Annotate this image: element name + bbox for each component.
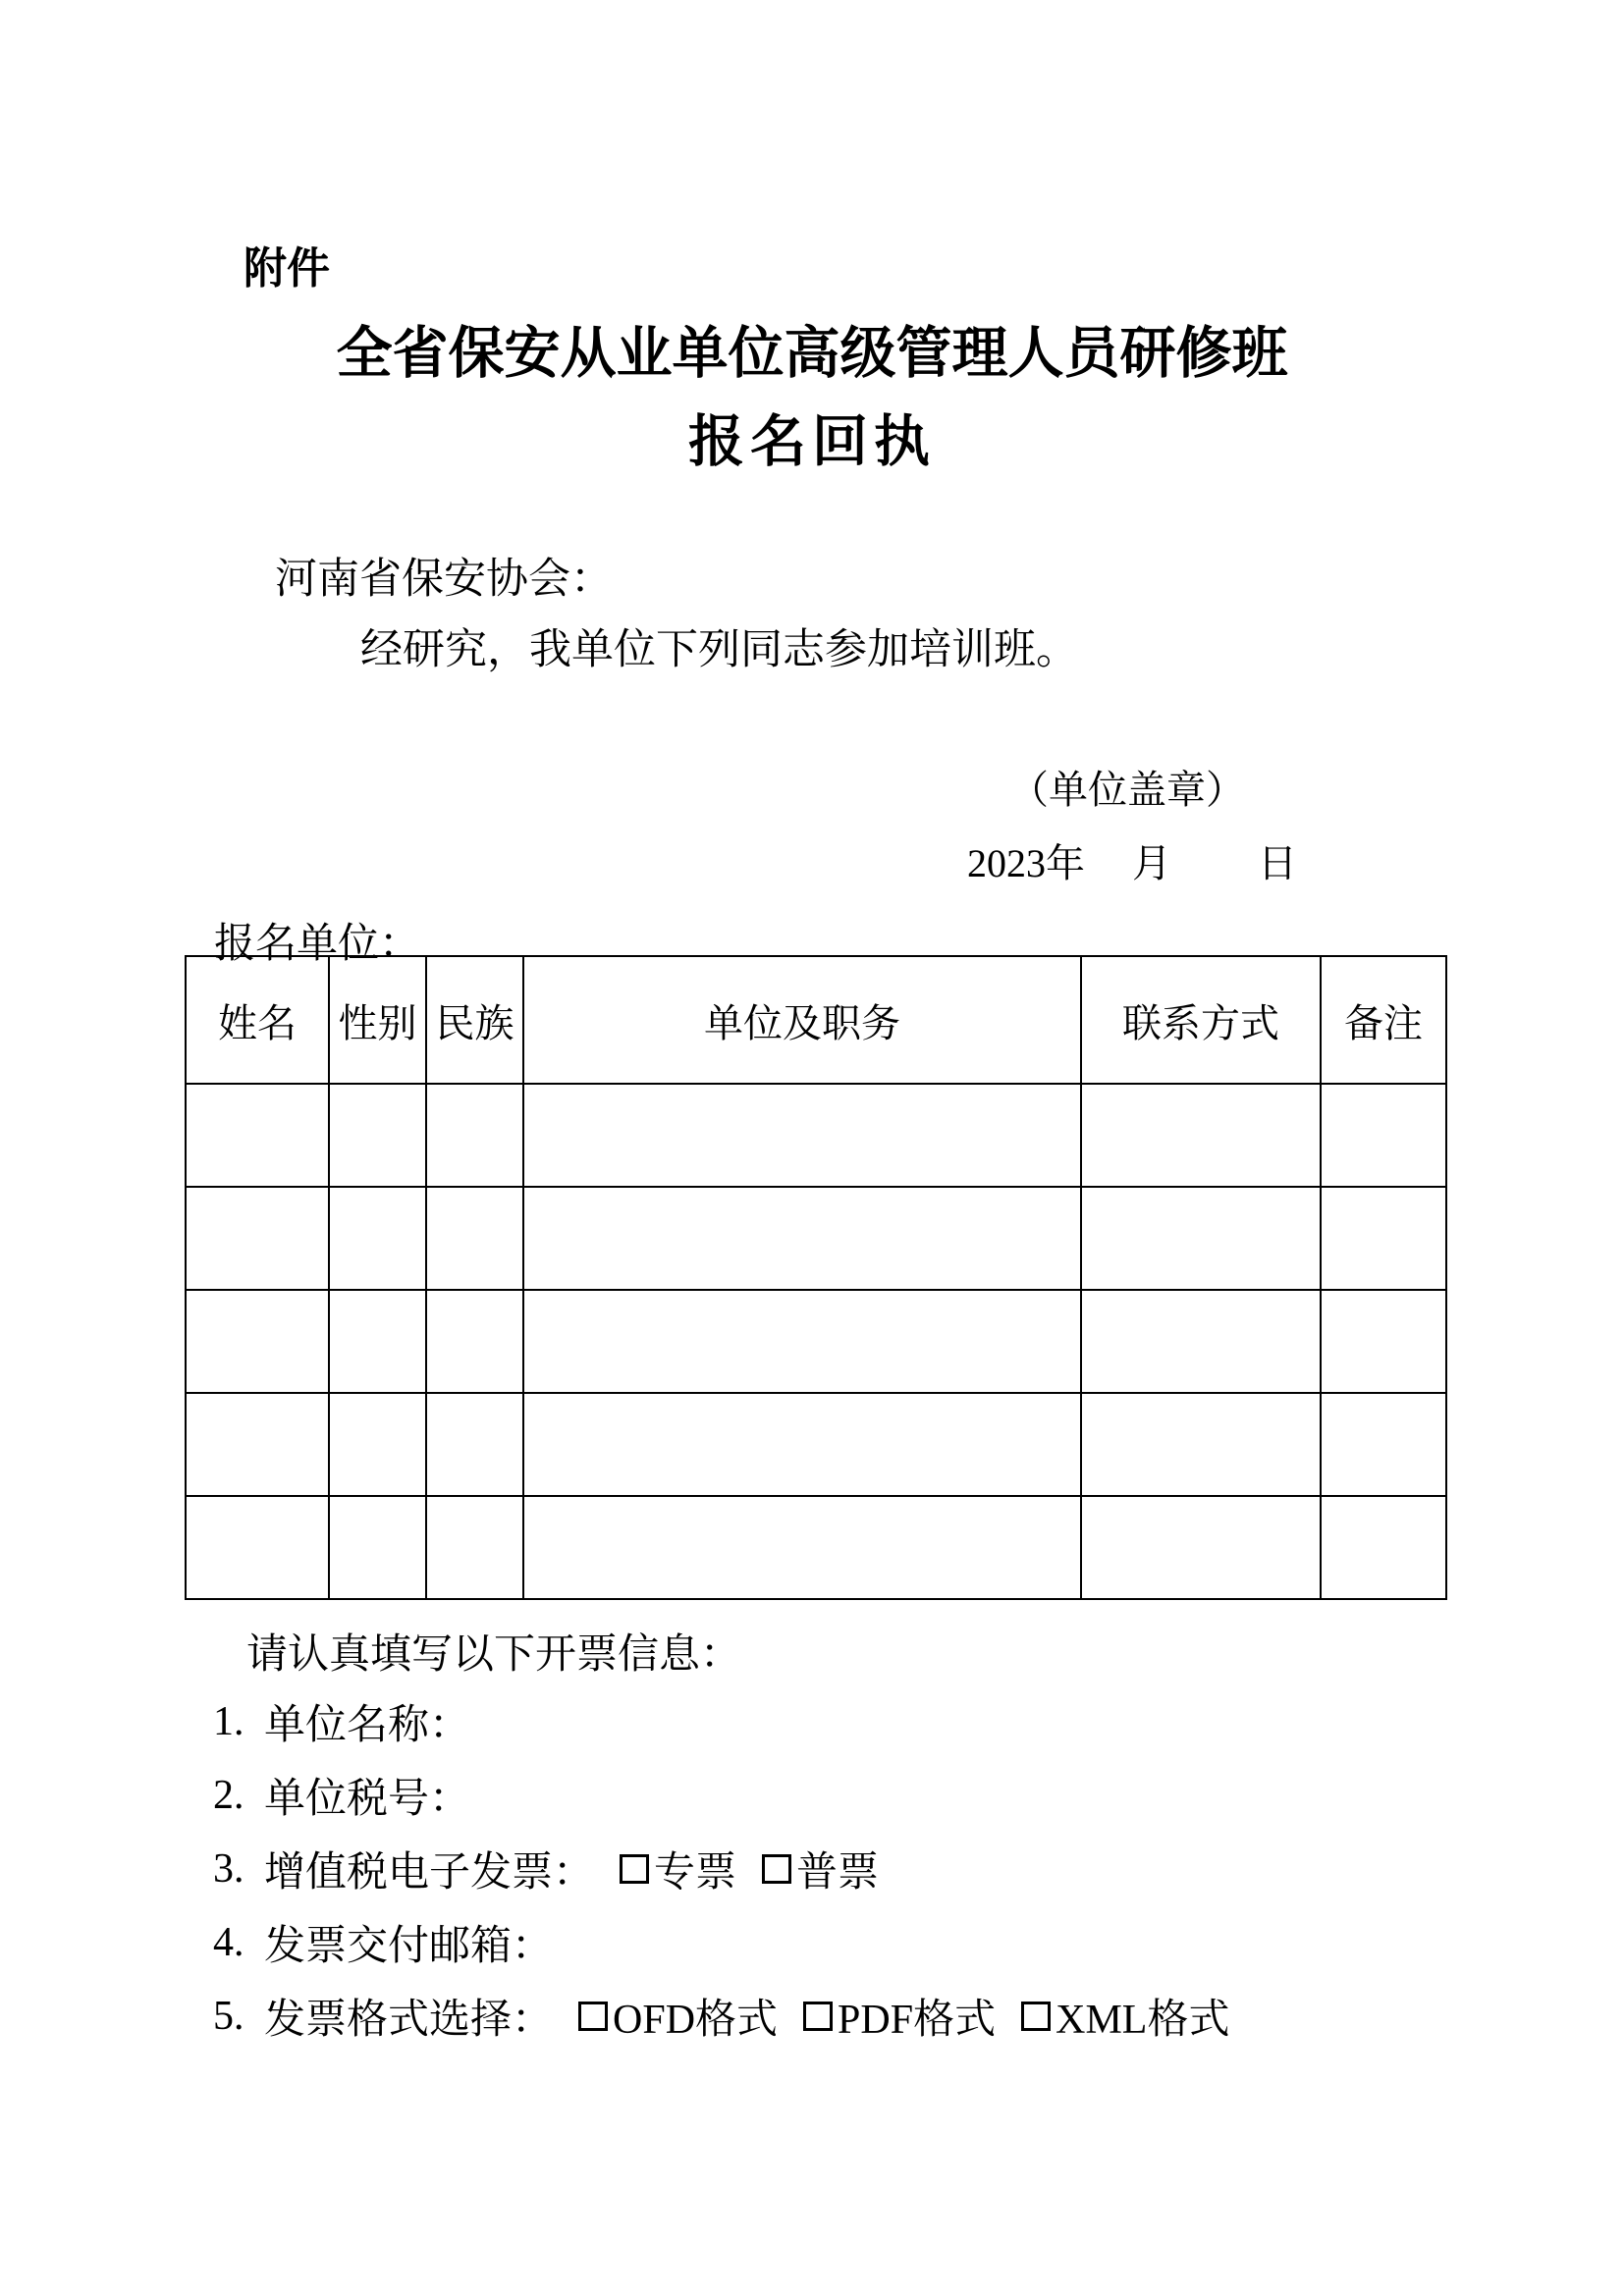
- empty-cell[interactable]: [186, 1290, 329, 1393]
- seal-note: （单位盖章）: [1009, 768, 1245, 812]
- empty-cell[interactable]: [426, 1187, 523, 1290]
- checkbox-label: OFD格式: [613, 1997, 779, 2043]
- checkbox-icon[interactable]: [578, 2002, 608, 2031]
- column-header-1: 姓名: [186, 956, 329, 1084]
- table-row: [186, 1084, 1446, 1187]
- empty-cell[interactable]: [1321, 1084, 1446, 1187]
- invoice-intro: 请认真填写以下开票信息：: [246, 1632, 742, 1678]
- checkbox-option-专票[interactable]: [620, 1840, 736, 1898]
- empty-cell[interactable]: [329, 1393, 426, 1496]
- empty-cell[interactable]: [1321, 1187, 1446, 1290]
- date-day: 日: [1258, 841, 1297, 885]
- invoice-item-5: [213, 1979, 1229, 2053]
- empty-cell[interactable]: [523, 1393, 1081, 1496]
- checkbox-icon[interactable]: [620, 1854, 649, 1884]
- empty-cell[interactable]: [1081, 1187, 1321, 1290]
- checkbox-option-普票[interactable]: [762, 1840, 879, 1898]
- item-label: 单位名称：: [264, 1702, 471, 1748]
- checkbox-option-OFD格式[interactable]: [578, 1987, 778, 2046]
- empty-cell[interactable]: [523, 1084, 1081, 1187]
- empty-cell[interactable]: [523, 1290, 1081, 1393]
- table-row: [186, 1187, 1446, 1290]
- table-header-row: [186, 956, 1446, 1084]
- empty-cell[interactable]: [1081, 1084, 1321, 1187]
- document-title-line1: 全省保安从业单位高级管理人员研修班: [336, 323, 1288, 385]
- empty-cell[interactable]: [1321, 1290, 1446, 1393]
- date-year: 2023年: [967, 841, 1085, 885]
- checkbox-option-XML格式[interactable]: [1021, 1987, 1229, 2046]
- column-header-2: 性别: [329, 956, 426, 1084]
- registration-table: [185, 955, 1447, 1600]
- empty-cell[interactable]: [1081, 1496, 1321, 1599]
- date-line: [967, 832, 1297, 888]
- empty-cell[interactable]: [426, 1290, 523, 1393]
- checkbox-icon[interactable]: [1021, 2002, 1051, 2031]
- item-number: 1.: [213, 1698, 244, 1744]
- column-header-5: 联系方式: [1081, 956, 1321, 1084]
- empty-cell[interactable]: [186, 1393, 329, 1496]
- empty-cell[interactable]: [523, 1496, 1081, 1599]
- checkbox-option-PDF格式[interactable]: [803, 1987, 996, 2046]
- invoice-item-1: [213, 1684, 1229, 1758]
- empty-cell[interactable]: [523, 1187, 1081, 1290]
- checkbox-icon[interactable]: [762, 1854, 791, 1884]
- document-title-line2: 报名回执: [688, 411, 936, 473]
- item-label: 增值税电子发票：: [264, 1849, 595, 1896]
- checkbox-label: 普票: [796, 1849, 880, 1896]
- table-row: [186, 1393, 1446, 1496]
- empty-cell[interactable]: [1081, 1393, 1321, 1496]
- salutation-text: 河南省保安协会：: [275, 557, 613, 603]
- empty-cell[interactable]: [329, 1290, 426, 1393]
- item-number: 4.: [213, 1919, 244, 1965]
- checkbox-label: 专票: [654, 1849, 737, 1896]
- empty-cell[interactable]: [426, 1496, 523, 1599]
- table-row: [186, 1496, 1446, 1599]
- table-row: [186, 1290, 1446, 1393]
- checkbox-icon[interactable]: [803, 2002, 833, 2031]
- checkbox-label: XML格式: [1056, 1997, 1230, 2043]
- date-month: 月: [1132, 841, 1171, 885]
- item-label: 单位税号：: [264, 1776, 471, 1822]
- registration-unit-label: 报名单位：: [214, 922, 421, 967]
- item-label: 发票格式选择：: [264, 1997, 554, 2043]
- item-number: 5.: [213, 1993, 244, 2039]
- empty-cell[interactable]: [426, 1084, 523, 1187]
- invoice-item-3: [213, 1832, 1229, 1905]
- attachment-label: 附件: [244, 244, 330, 293]
- column-header-3: 民族: [426, 956, 523, 1084]
- empty-cell[interactable]: [186, 1496, 329, 1599]
- invoice-item-2: [213, 1758, 1229, 1832]
- checkbox-label: PDF格式: [838, 1997, 997, 2043]
- column-header-6: 备注: [1321, 956, 1446, 1084]
- empty-cell[interactable]: [329, 1496, 426, 1599]
- table-body: [186, 1084, 1446, 1599]
- invoice-item-4: [213, 1905, 1229, 1979]
- empty-cell[interactable]: [1321, 1393, 1446, 1496]
- empty-cell[interactable]: [1321, 1496, 1446, 1599]
- empty-cell[interactable]: [426, 1393, 523, 1496]
- empty-cell[interactable]: [329, 1187, 426, 1290]
- invoice-list: [213, 1684, 1229, 2053]
- empty-cell[interactable]: [186, 1187, 329, 1290]
- empty-cell[interactable]: [329, 1084, 426, 1187]
- item-label: 发票交付邮箱：: [264, 1923, 554, 1969]
- empty-cell[interactable]: [1081, 1290, 1321, 1393]
- item-number: 3.: [213, 1845, 244, 1892]
- item-number: 2.: [213, 1772, 244, 1818]
- column-header-4: 单位及职务: [523, 956, 1081, 1084]
- body-text: 经研究，我单位下列同志参加培训班。: [360, 627, 1078, 673]
- empty-cell[interactable]: [186, 1084, 329, 1187]
